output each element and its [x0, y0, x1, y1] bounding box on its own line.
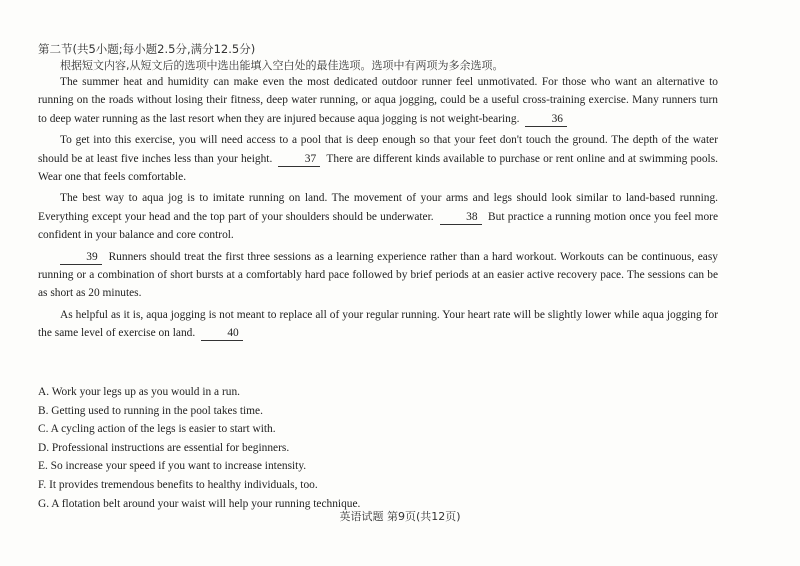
page-footer: 英语试题 第9页(共12页): [339, 510, 461, 523]
passage-paragraph: [38, 189, 718, 244]
passage-paragraph: [38, 248, 718, 303]
option-item: C. A cycling action of the legs is easier to start with.: [38, 423, 276, 436]
option-item: E. So increase your speed if you want to increase intensity.: [38, 460, 307, 473]
answer-blank: 40: [201, 327, 243, 341]
answer-blank: 38: [440, 211, 482, 225]
answer-blank: 36: [525, 113, 567, 127]
answer-blank: 37: [278, 153, 320, 167]
passage-paragraph: [38, 73, 718, 128]
paragraph-text: But practice a running motion once you feel more confident in your balance and core control.: [38, 210, 719, 242]
passage-paragraph: [38, 306, 718, 343]
paragraph-text: The best way to aqua jog is to imitate running on land. The movement of your arms and legs should look similar to land-based running. Everything except your head and the top part of your shoulders should be underwater.: [38, 192, 718, 223]
option-item: A. Work your legs up as you would in a run.: [38, 386, 240, 398]
paragraph-text: As helpful as it is, aqua jogging is not meant to replace all of your regular running. Your heart rate will be slightly lower while aqua jogging for the same level of exercise on land.: [38, 308, 718, 340]
options-list: [38, 383, 360, 513]
option-item: F. It provides tremendous benefits to healthy individuals, too.: [38, 478, 318, 491]
passage-paragraph: [38, 131, 718, 186]
option-item: D. Professional instructions are essential for beginners.: [38, 441, 290, 454]
option-item: B. Getting used to running in the pool takes time.: [38, 404, 263, 417]
reading-passage: [38, 73, 718, 346]
paragraph-text: The summer heat and humidity can make even the most dedicated outdoor runner feel unmotivated. For those who want an alternative to running on the roads without losing their fitness, deep water running, or aqua jogging, could be a useful cross-training exercise. Many runners turn to deep water running as the last resort when they are injured because aqua jogging is not weight-bearing.: [38, 76, 718, 125]
answer-blank: 39: [60, 251, 102, 265]
section-title: 第二节(共5小题;每小题2.5分,满分12.5分): [38, 42, 256, 56]
paragraph-text: There are different kinds available to purchase or rent online and at swimming pools. Wear one that feels comfortable.: [38, 152, 718, 184]
option-item: G. A flotation belt around your waist will help your running technique.: [38, 497, 361, 510]
paragraph-text: Runners should treat the first three sessions as a learning experience rather than a hard workout. Workouts can be continuous, easy running or a combination of short bursts at a comfortably hard pace followed by brief periods at an easier active recovery pace. The sessions can be as short as 20 minutes.: [38, 250, 718, 300]
directions-text: 根据短文内容,从短文后的选项中选出能填入空白处的最佳选项。选项中有两项为多余选项。: [60, 59, 504, 72]
paragraph-text: To get into this exercise, you will need access to a pool that is deep enough so that your feet don't touch the ground. The depth of the water should be at least five inches less than your height.: [38, 134, 718, 165]
